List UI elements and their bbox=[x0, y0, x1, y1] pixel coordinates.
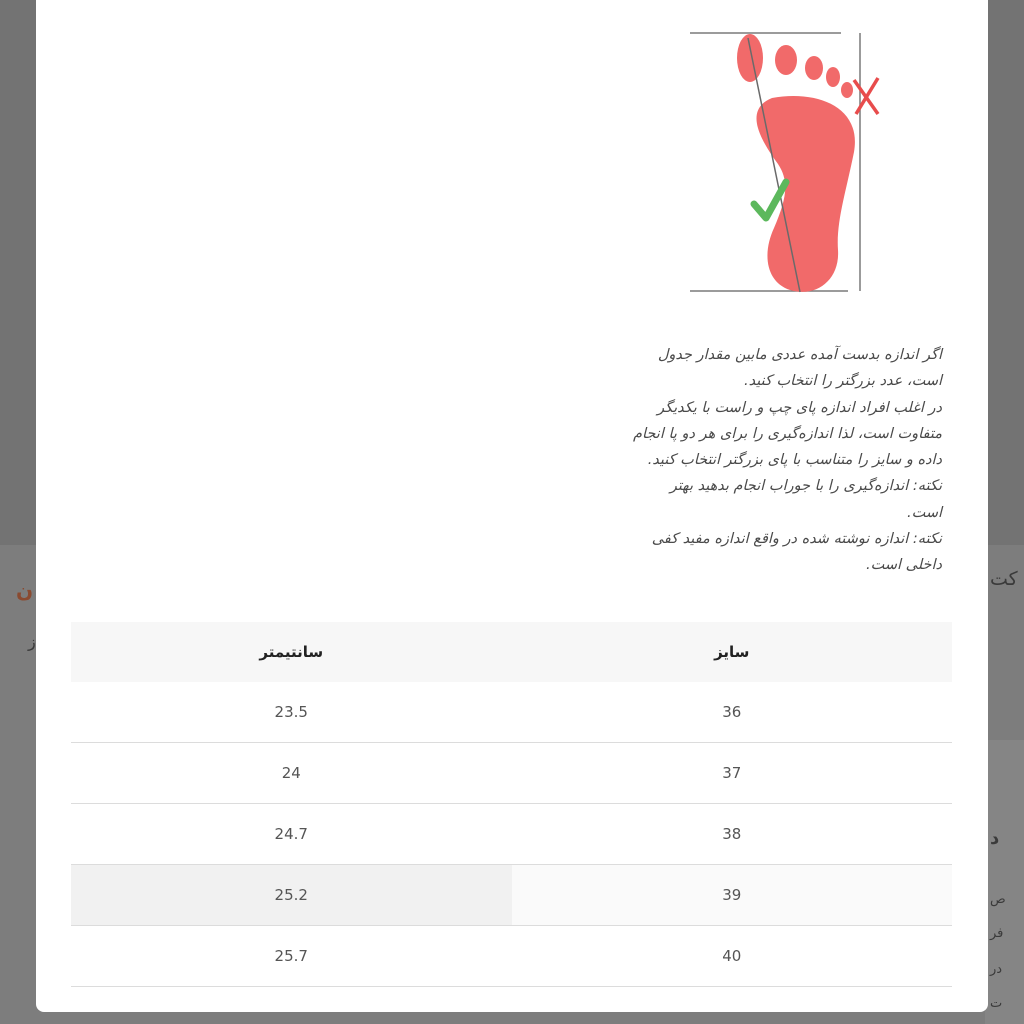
table-row bbox=[71, 682, 952, 743]
table-row bbox=[71, 743, 952, 804]
note-line: نکته: اندازه نوشته شده در واقع اندازه مفید کفی bbox=[651, 531, 942, 548]
bg-fragment: ز bbox=[28, 632, 36, 651]
bg-fragment: فر bbox=[990, 926, 1004, 941]
table-row-highlighted bbox=[71, 865, 952, 926]
cell-size: 40 bbox=[512, 926, 953, 987]
bg-fragment: ن bbox=[16, 578, 34, 602]
cell-cm: 24.7 bbox=[71, 804, 512, 865]
foot-illustration bbox=[686, 22, 906, 304]
note-line: نکته: اندازه‌گیری را با جوراب انجام بدهید بهتر bbox=[669, 478, 942, 495]
table-row bbox=[71, 804, 952, 865]
cell-cm: 23.5 bbox=[71, 682, 512, 743]
note-line: است، عدد بزرگتر را انتخاب کنید. bbox=[744, 373, 942, 390]
cell-cm: 25.7 bbox=[71, 926, 512, 987]
note-line: داخلی است. bbox=[866, 557, 942, 574]
size-table bbox=[71, 622, 952, 987]
bg-fragment: د bbox=[990, 828, 1000, 849]
toe bbox=[841, 82, 853, 98]
cross-icon bbox=[854, 78, 878, 114]
bg-fragment: ت bbox=[990, 996, 1003, 1011]
toe bbox=[775, 45, 797, 75]
table-header-row bbox=[71, 622, 952, 682]
header-size: سایز bbox=[512, 622, 953, 682]
size-guide-notes bbox=[562, 342, 942, 579]
table-row bbox=[71, 926, 952, 987]
header-cm: سانتیمتر bbox=[71, 622, 512, 682]
bg-fragment: در bbox=[990, 962, 1003, 977]
foot-sole bbox=[756, 96, 854, 292]
note-line: است. bbox=[906, 504, 942, 521]
note-line: اگر اندازه بدست آمده عددی مابین مقدار جدول bbox=[657, 347, 942, 363]
toe bbox=[826, 67, 840, 87]
cell-size: 37 bbox=[512, 743, 953, 804]
note-line: متفاوت است، لذا اندازه‌گیری را برای هر دو پا انجام bbox=[633, 425, 942, 442]
cell-cm: 25.2 bbox=[71, 865, 512, 926]
size-guide-modal bbox=[36, 0, 988, 1012]
bg-fragment: کت bbox=[990, 568, 1018, 590]
cell-size: 39 bbox=[512, 865, 953, 926]
cell-size: 36 bbox=[512, 682, 953, 743]
cell-size: 38 bbox=[512, 804, 953, 865]
big-toe bbox=[737, 34, 763, 82]
cell-cm: 24 bbox=[71, 743, 512, 804]
note-line: داده و سایز را متناسب با پای بزرگتر انتخاب کنید. bbox=[647, 452, 942, 469]
toe bbox=[805, 56, 823, 80]
note-line: در اغلب افراد اندازه پای چپ و راست با یکدیگر bbox=[657, 399, 942, 416]
bg-fragment: ص bbox=[990, 892, 1006, 907]
background-card bbox=[985, 740, 1024, 1024]
